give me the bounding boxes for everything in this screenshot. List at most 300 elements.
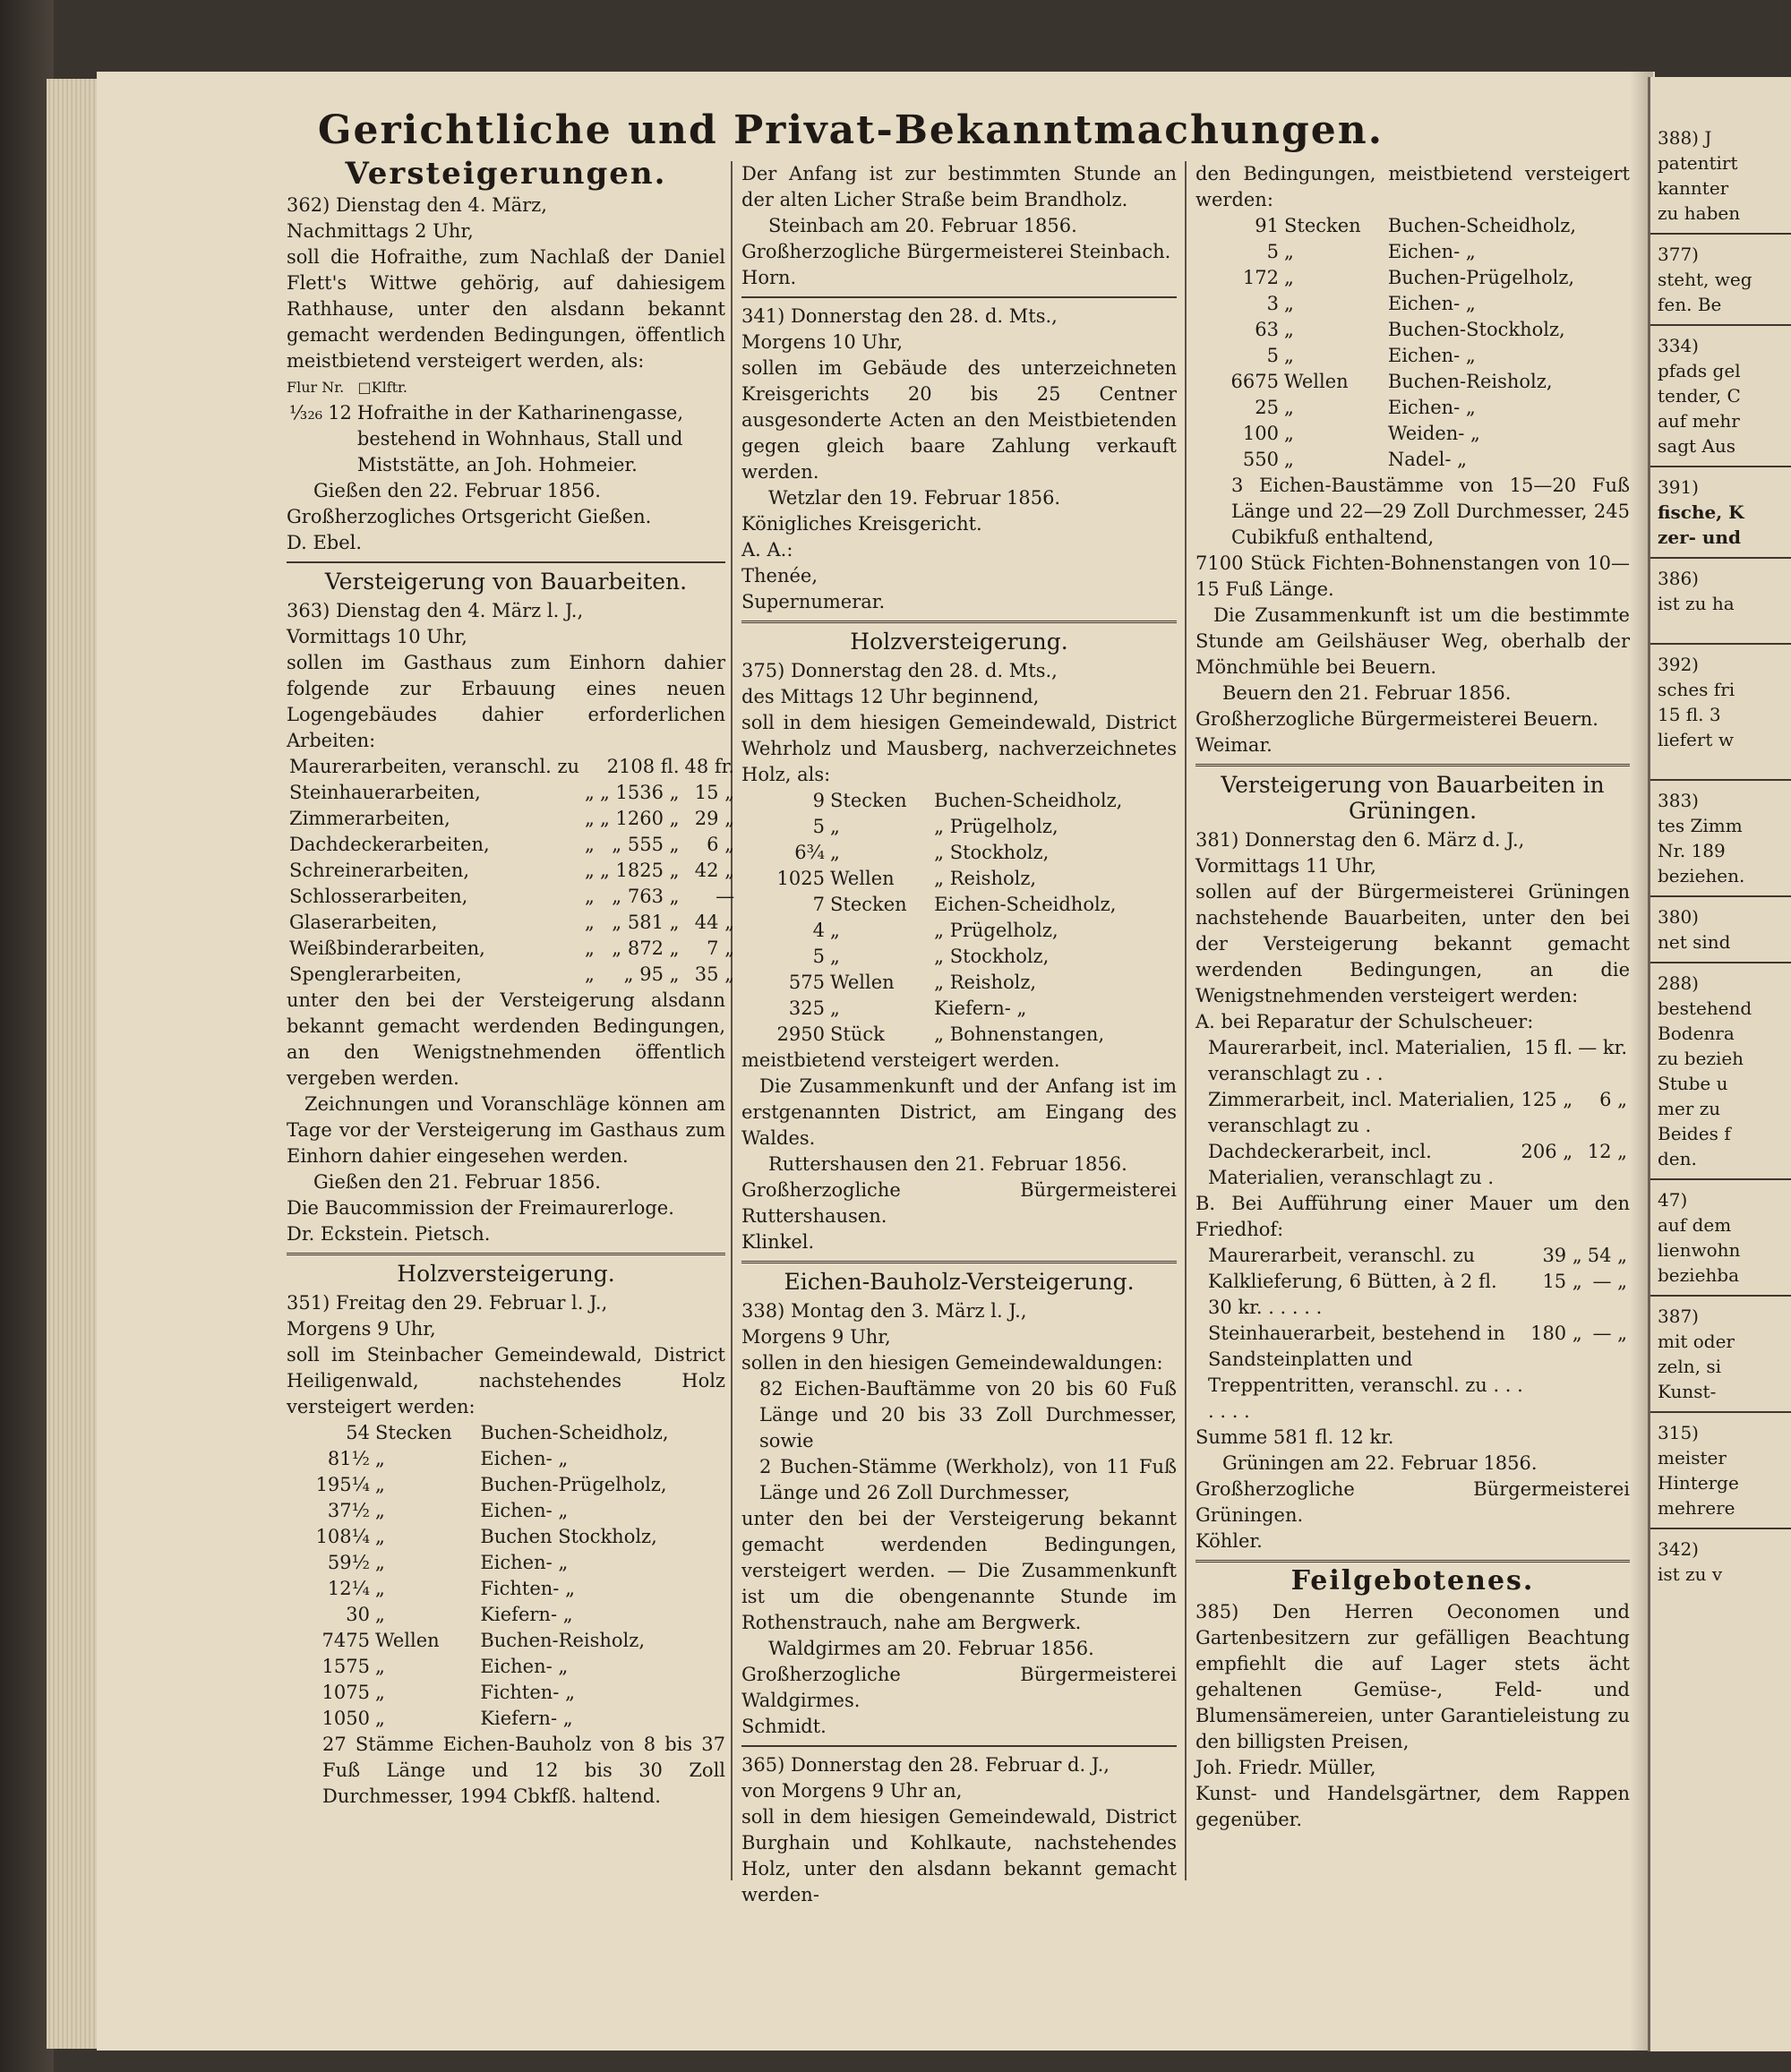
table-row (287, 1706, 725, 1732)
work-kr: 6 „ (707, 834, 735, 855)
wood-qty: 5 (812, 816, 825, 837)
next-page-line: 288) (1658, 972, 1699, 994)
column-1 (287, 156, 735, 1813)
ad-text-2: Die Zusammenkunft ist um die bestimmte Stunde am Geilshäuser Weg, oberhalb der Mönchmühle bei Beuern. (1195, 604, 1630, 678)
next-page-lines (1650, 77, 1791, 1587)
next-page-line: Bodenra (1658, 1023, 1735, 1044)
ad-signer: Horn. (741, 267, 797, 288)
wood-type: Kiefern- „ (480, 1708, 573, 1729)
ad-number: 341) (741, 305, 785, 327)
wood-unit: „ (830, 816, 840, 837)
ad-375 (741, 658, 1177, 1255)
table-row (1195, 421, 1630, 447)
ad-text-2: meistbietend versteigert werden. (741, 1049, 1060, 1071)
next-page-line: 334) (1658, 335, 1699, 356)
wood-qty: 195¼ (315, 1474, 370, 1495)
divider (1650, 779, 1791, 781)
ad-number: 375) (741, 660, 785, 681)
wood-qty: 1575 (321, 1656, 370, 1677)
table-row (741, 814, 1177, 840)
divider (1650, 1411, 1791, 1413)
next-page-line: 315) (1658, 1422, 1699, 1443)
wood-qty: 172 (1242, 267, 1279, 288)
work-kr: 12 „ (1587, 1141, 1627, 1162)
ad-number: 385) (1195, 1601, 1239, 1622)
ad-aa: A. A.: (741, 539, 793, 561)
col-head-flur: Flur Nr. (287, 379, 345, 396)
divider (741, 1745, 1177, 1747)
ad-date: Montag den 3. März l. J., (790, 1300, 1027, 1322)
wood-type: „ Bohnenstangen, (934, 1023, 1105, 1045)
table-row (287, 962, 737, 988)
item-number: 12 (328, 402, 352, 424)
table-row (1195, 1087, 1630, 1139)
work-name: Steinhauerarbeiten, (289, 782, 481, 803)
work-ditto: „ (585, 834, 595, 855)
ad-text: sollen in den hiesigen Gemeindewaldungen: (741, 1352, 1163, 1374)
ad-authority: Großherzogliche Bürgermeisterei Steinbach. (741, 241, 1171, 262)
wood-qty: 54 (346, 1422, 370, 1443)
ad-place-date: Gießen den 22. Februar 1856. (313, 480, 601, 501)
table-row (1195, 395, 1630, 421)
wood-unit: „ (1284, 449, 1294, 470)
wood-type: Buchen-Reisholz, (1387, 371, 1553, 392)
work-fl: 15 fl. (1524, 1037, 1573, 1058)
work-kr: — (716, 886, 735, 907)
wood-type: Eichen- „ (480, 1552, 569, 1573)
divider (1650, 962, 1791, 963)
work-name: Maurerarbeiten, veranschl. zu (289, 756, 580, 777)
wood-unit: Stecken (1284, 215, 1361, 236)
next-page-line: Beides f (1658, 1123, 1731, 1144)
wood-table (1195, 213, 1630, 473)
wood-qty: 1075 (321, 1682, 370, 1703)
ad-time: Morgens 10 Uhr, (741, 331, 904, 353)
table-row (741, 996, 1177, 1022)
next-page-line: auf dem (1658, 1214, 1732, 1236)
ad-time: Morgens 9 Uhr, (741, 1326, 891, 1348)
divider (287, 561, 725, 563)
col-head-klftr: □Klftr. (357, 379, 408, 396)
ad-number: 381) (1195, 829, 1239, 851)
ad-text: sollen auf der Bürgermeisterei Grüningen nachstehende Bauarbeiten, unter den bei der Versteigerung bekannt gemacht werdenden Bedingungen, an die Wenigstnehmenden versteigert werden: (1195, 881, 1630, 1006)
work-kr: — kr. (1578, 1037, 1627, 1058)
work-kr: 15 „ (694, 782, 735, 803)
wood-unit: „ (375, 1552, 385, 1573)
table-row (1195, 213, 1630, 239)
table-row (1195, 447, 1630, 473)
ad-date: Donnerstag den 6. März d. J., (1244, 829, 1525, 851)
next-page-line: fen. Be (1658, 294, 1722, 315)
wood-qty: 30 (346, 1604, 370, 1625)
section-title-versteigerungen: Versteigerungen. (345, 156, 667, 192)
work-fl: 39 „ (1542, 1245, 1582, 1266)
wood-unit: „ (1284, 423, 1294, 444)
ad-text: sollen im Gebäude des unterzeichneten Kreisgerichts 20 bis 25 Centner ausgesonderte Acten an den Meistbietenden gegen gleich baare Zahlung verkauft werden. (741, 357, 1177, 483)
work-kr: 7 „ (707, 938, 735, 959)
ad-text-3: Zeichnungen und Voranschläge können am Tage vor der Versteigerung im Gasthaus zum Einhorn dahier eingesehen werden. (287, 1093, 725, 1167)
column-rule-1 (731, 161, 733, 1880)
wood-type: Buchen-Scheidholz, (1387, 215, 1577, 236)
ad-381 (1195, 827, 1630, 1554)
table-row (287, 1446, 725, 1472)
table-row (287, 1420, 725, 1446)
ad-signer: Weimar. (1195, 734, 1273, 756)
table-row (287, 832, 737, 858)
work-kr: — „ (1592, 1323, 1627, 1344)
wood-unit: „ (1284, 267, 1294, 288)
wood-unit: „ (1284, 345, 1294, 366)
ad-text-3: Die Zusammenkunft und der Anfang ist im erstgenannten District, am Eingang des Waldes. (741, 1075, 1177, 1149)
work-ditto: „ (585, 963, 595, 985)
wood-qty: 4 (812, 920, 825, 941)
table-row (287, 1498, 725, 1524)
ad-signer: Köhler. (1195, 1530, 1263, 1552)
wood-type: Fichten- „ (480, 1682, 575, 1703)
work-kr: 35 „ (694, 963, 735, 985)
ad-date: Dienstag den 4. März, (335, 194, 547, 216)
table-row (1195, 1139, 1630, 1191)
table-row (287, 910, 737, 936)
next-page-line: bestehend (1658, 997, 1752, 1019)
wood-type: Buchen-Reisholz, (480, 1630, 645, 1651)
table-row (287, 1550, 725, 1576)
wood-unit: „ (375, 1474, 385, 1495)
ad-number: 363) (287, 600, 330, 621)
wood-table (287, 1420, 725, 1732)
next-page-line: 387) (1658, 1306, 1699, 1327)
ad-date: Donnerstag den 28. d. Mts., (790, 660, 1058, 681)
divider (1650, 557, 1791, 559)
table-row (287, 754, 737, 780)
next-page-line: sches fri (1658, 679, 1735, 700)
divider (741, 621, 1177, 623)
ad-time: Vormittags 11 Uhr, (1195, 855, 1376, 877)
ad-item-1: 82 Eichen-Bauftämme von 20 bis 60 Fuß Länge und 20 bis 33 Zoll Durchmesser, sowie (759, 1378, 1177, 1451)
ad-number: 365) (741, 1754, 785, 1776)
ad-authority: Großherzogliches Ortsgericht Gießen. (287, 506, 652, 527)
ad-time: Vormittags 10 Uhr, (287, 626, 467, 647)
wood-qty: 100 (1242, 423, 1279, 444)
ad-signer: Joh. Friedr. Müller, (1195, 1757, 1376, 1778)
table-row (1195, 317, 1630, 343)
ad-role: Kunst- und Handelsgärtner, dem Rappen gegenüber. (1195, 1783, 1630, 1830)
next-page-line: auf mehr (1658, 410, 1740, 432)
next-page-line: 377) (1658, 244, 1699, 265)
ad-item-2: 2 Buchen-Stämme (Werkholz), von 11 Fuß Länge und 26 Zoll Durchmesser, (759, 1456, 1177, 1503)
ad-date: Donnerstag den 28. d. Mts., (790, 305, 1058, 327)
wood-qty: 575 (788, 972, 825, 993)
table-row (741, 866, 1177, 892)
ad-place-date: Ruttershausen den 21. Februar 1856. (768, 1153, 1127, 1175)
wood-type: „ Prügelholz, (934, 920, 1058, 941)
work-name: Steinhauerarbeit, bestehend in Sandsteinplatten und Treppentritten, veranschl. zu . . . . . . . (1208, 1323, 1523, 1422)
ad-text: soll im Steinbacher Gemeindewald, District Heiligenwald, nachstehendes Holz versteigert werden: (287, 1344, 725, 1417)
table-row (741, 840, 1177, 866)
column-2 (741, 161, 1177, 1912)
wood-type: Kiefern- „ (480, 1604, 573, 1625)
cost-table-b (1195, 1243, 1630, 1425)
next-page-line: lienwohn (1658, 1239, 1741, 1261)
divider (741, 1261, 1177, 1263)
ad-authority: Großherzogliche Bürgermeisterei Waldgirmes. (741, 1664, 1177, 1711)
next-page-line: 392) (1658, 654, 1699, 675)
wood-type: Eichen- „ (1387, 293, 1476, 314)
divider (1195, 1560, 1630, 1563)
table-row (287, 780, 737, 806)
wood-qty: 6¾ (794, 842, 825, 863)
ad-authority: Großherzogliche Bürgermeisterei Ruttershausen. (741, 1179, 1177, 1227)
section-title-grueningen: Versteigerung von Bauarbeiten in Grüningen. (1221, 772, 1605, 824)
wood-unit: Stecken (830, 894, 907, 915)
next-page-line: Kunst- (1658, 1381, 1717, 1402)
table-row (741, 788, 1177, 814)
work-name: Zimmerarbeiten, (289, 808, 450, 829)
wood-type: Buchen-Prügelholz, (1387, 267, 1575, 288)
wood-qty: 12¼ (327, 1578, 370, 1599)
work-name: Glaserarbeiten, (289, 912, 438, 933)
ad-date: Donnerstag den 28. Februar d. J., (790, 1754, 1110, 1776)
next-page-edge (1648, 77, 1791, 2051)
next-page-line: Hinterge (1658, 1472, 1739, 1494)
work-cost-table (287, 754, 737, 988)
ad-351-continued (741, 161, 1177, 291)
wood-qty: 7 (812, 894, 825, 915)
wood-type: Eichen- „ (1387, 241, 1476, 262)
ad-365-continued (1195, 161, 1630, 758)
cost-sum: Summe 581 fl. 12 kr. (1195, 1426, 1394, 1448)
ad-text: sollen im Gasthaus zum Einhorn dahier folgende zur Erbauung eines neuen Logengebäudes dahier erforderlichen Arbeiten: (287, 652, 725, 751)
table-row (741, 944, 1177, 970)
work-kr: — „ (1592, 1271, 1627, 1292)
work-fl: „ 872 „ (612, 938, 680, 959)
work-kr: 42 „ (694, 860, 735, 881)
work-name: Weißbinderarbeiten, (289, 938, 485, 959)
wood-type: Buchen-Stockholz, (1387, 319, 1565, 340)
wood-type: „ Reisholz, (934, 868, 1037, 889)
next-page-line: beziehen. (1658, 865, 1745, 886)
ad-time: von Morgens 9 Uhr an, (741, 1780, 963, 1802)
wood-unit: Wellen (375, 1630, 440, 1651)
work-name: Spenglerarbeiten, (289, 963, 462, 985)
divider (1650, 895, 1791, 897)
divider (1195, 764, 1630, 766)
table-row (741, 892, 1177, 918)
wood-qty: 81½ (327, 1448, 370, 1469)
table-row (1195, 1321, 1630, 1425)
next-page-line: mer zu (1658, 1098, 1721, 1119)
work-fl: 206 „ (1521, 1141, 1573, 1162)
wood-qty: 63 (1255, 319, 1279, 340)
part-a-title: A. bei Reparatur der Schulscheuer: (1195, 1011, 1534, 1032)
wood-qty: 325 (788, 997, 825, 1019)
next-page-line: 383) (1658, 790, 1699, 811)
table-row (1195, 265, 1630, 291)
ad-number: 338) (741, 1300, 785, 1322)
wood-qty: 7475 (321, 1630, 370, 1651)
work-fl: „ 95 „ (623, 963, 680, 985)
work-name: Schlosserarbeiten, (289, 886, 468, 907)
cost-table-a (1195, 1035, 1630, 1191)
wood-type: Buchen-Prügelholz, (480, 1474, 667, 1495)
work-fl: „ 1260 „ (599, 808, 680, 829)
ad-signer: Thenée, (741, 565, 818, 586)
wood-qty: 91 (1255, 215, 1279, 236)
wood-unit: Stecken (375, 1422, 452, 1443)
table-row (287, 936, 737, 962)
work-fl: 15 „ (1542, 1271, 1582, 1292)
divider (1650, 643, 1791, 645)
wood-qty: 5 (1266, 345, 1279, 366)
next-page-line: net sind (1658, 931, 1731, 953)
next-page-line: tender, C (1658, 385, 1741, 407)
work-kr: 54 „ (1587, 1245, 1627, 1266)
next-page-line: patentirt (1658, 152, 1738, 174)
wood-unit: „ (830, 920, 840, 941)
wood-unit: „ (375, 1682, 385, 1703)
wood-unit: „ (375, 1578, 385, 1599)
work-fl: 125 „ (1521, 1089, 1573, 1110)
next-page-line: 386) (1658, 568, 1699, 589)
wood-unit: „ (830, 997, 840, 1019)
wood-type: Eichen- „ (480, 1500, 569, 1521)
ad-362 (287, 193, 725, 556)
work-ditto: „ (585, 782, 595, 803)
ad-date: Dienstag den 4. März l. J., (335, 600, 584, 621)
column-3 (1195, 161, 1630, 1837)
table-row (1195, 343, 1630, 369)
ad-number: 362) (287, 194, 330, 216)
section-title-feilgebotenes: Feilgebotenes. (1290, 1565, 1535, 1597)
ad-text-2: unter den bei der Versteigerung alsdann bekannt gemacht werdenden Bedingungen, an den Wenigstnehmenden öffentlich vergeben werden. (287, 989, 725, 1089)
ad-last-item: 27 Stämme Eichen-Bauholz von 8 bis 37 Fuß Länge und 12 bis 30 Zoll Durchmesser, 1994 Cbkfß. haltend. (322, 1734, 725, 1807)
work-ditto: „ (585, 938, 595, 959)
work-ditto: „ (585, 886, 595, 907)
next-page-line: Nr. 189 (1658, 840, 1726, 861)
next-page-line: beziehba (1658, 1264, 1740, 1286)
wood-unit: „ (375, 1708, 385, 1729)
column-rule-2 (1185, 161, 1187, 1880)
ad-text: Der Anfang ist zur bestimmten Stunde an der alten Licher Straße beim Brandholz. (741, 163, 1177, 210)
wood-qty: 550 (1242, 449, 1279, 470)
work-kr: 29 „ (694, 808, 735, 829)
wood-unit: „ (375, 1656, 385, 1677)
wood-type: „ Stockholz, (934, 946, 1050, 967)
ad-signer: D. Ebel. (287, 532, 363, 553)
work-name: Maurerarbeit, veranschl. zu (1208, 1245, 1476, 1266)
next-page-line: 380) (1658, 906, 1699, 928)
next-page-line: zeln, si (1658, 1356, 1722, 1377)
next-page-line: mehrere (1658, 1497, 1735, 1519)
wood-type: Eichen- „ (480, 1656, 569, 1677)
divider (1650, 233, 1791, 235)
wood-qty: 2950 (776, 1023, 825, 1045)
section-title-bauarbeiten: Versteigerung von Bauarbeiten. (324, 569, 688, 595)
next-page-line: 388) J (1658, 127, 1712, 149)
divider (1650, 1295, 1791, 1297)
next-page-line: fische, K (1658, 501, 1744, 523)
wood-unit: „ (1284, 293, 1294, 314)
wood-unit: „ (375, 1500, 385, 1521)
work-name: Dachdeckerarbeiten, (289, 834, 490, 855)
ad-text: soll die Hofraithe, zum Nachlaß der Daniel Flett's Wittwe gehörig, auf dahiesigem Rathhause, unter den alsdann bekannt gemacht werdenden Bedingungen, öffentlich meistbietend versteigert werden, als: (287, 246, 725, 372)
ad-date: Freitag den 29. Februar l. J., (335, 1292, 608, 1314)
wood-unit: „ (1284, 319, 1294, 340)
next-page-line: kannter (1658, 177, 1729, 199)
divider (1650, 1178, 1791, 1180)
ad-place-date: Grüningen am 22. Februar 1856. (1222, 1452, 1538, 1474)
work-name: Kalklieferung, 6 Bütten, à 2 fl. 30 kr. . . . . . (1208, 1271, 1497, 1318)
flur-value: ⅟₃₂₆ (289, 402, 323, 424)
wood-qty: 37½ (327, 1500, 370, 1521)
work-name: Zimmerarbeit, incl. Materialien, veranschlagt zu . (1208, 1089, 1515, 1136)
wood-unit: Wellen (1284, 371, 1349, 392)
next-page-line: 47) (1658, 1189, 1688, 1211)
ad-338 (741, 1298, 1177, 1740)
ad-number: 351) (287, 1292, 330, 1314)
next-page-line: zu haben (1658, 202, 1741, 224)
next-page-line: liefert w (1658, 729, 1734, 750)
ad-authority: Großherzogliche Bürgermeisterei Beuern. (1195, 708, 1598, 730)
work-ditto: „ (585, 912, 595, 933)
wood-unit: „ (1284, 241, 1294, 262)
ad-341 (741, 304, 1177, 615)
table-row (287, 1472, 725, 1498)
next-page-line: tes Zimm (1658, 815, 1743, 836)
wood-type: Buchen-Scheidholz, (934, 790, 1123, 811)
ad-authority: Königliches Kreisgericht. (741, 513, 982, 535)
ad-text: soll in dem hiesigen Gemeindewald, District Wehrholz und Mausberg, nachverzeichnetes Holz, als: (741, 712, 1177, 785)
wood-qty: 5 (1266, 241, 1279, 262)
ad-place-date: Gießen den 21. Februar 1856. (313, 1171, 601, 1193)
work-name: Maurerarbeit, incl. Materialien, veranschlagt zu . . (1208, 1037, 1512, 1084)
wood-unit: Stück (830, 1023, 885, 1045)
next-page-line: ist zu v (1658, 1563, 1723, 1585)
work-fl: „ 581 „ (612, 912, 680, 933)
next-page-line: zu bezieh (1658, 1048, 1744, 1069)
wood-type: Eichen- „ (1387, 345, 1476, 366)
wood-qty: 6675 (1230, 371, 1279, 392)
wood-type: Buchen-Scheidholz, (480, 1422, 669, 1443)
next-page-line: 342) (1658, 1538, 1699, 1560)
ad-item-b1: 3 Eichen-Baustämme von 15—20 Fuß Länge und 22—29 Zoll Durchmesser, 245 Cubikfuß enthaltend, (1231, 475, 1630, 548)
book-spine (0, 0, 54, 2072)
table-row (287, 1524, 725, 1550)
wood-type: Weiden- „ (1387, 423, 1480, 444)
wood-type: Eichen-Scheidholz, (934, 894, 1117, 915)
divider (741, 296, 1177, 298)
ad-351 (287, 1290, 725, 1810)
ad-365 (741, 1752, 1177, 1908)
ad-place-date: Wetzlar den 19. Februar 1856. (768, 487, 1061, 509)
table-row (287, 858, 737, 884)
ad-signer: Dr. Eckstein. Pietsch. (287, 1223, 491, 1245)
wood-type: „ Prügelholz, (934, 816, 1058, 837)
next-page-line: sagt Aus (1658, 435, 1735, 457)
next-page-line: steht, weg (1658, 269, 1752, 290)
work-fl: „ 555 „ (612, 834, 680, 855)
section-title-holzversteigerung-2: Holzversteigerung. (850, 629, 1068, 655)
work-kr: 48 fr. (684, 756, 735, 777)
wood-unit: „ (1284, 397, 1294, 418)
ad-authority: Großherzogliche Bürgermeisterei Grüningen. (1195, 1478, 1630, 1526)
table-row (1195, 369, 1630, 395)
wood-unit: „ (375, 1448, 385, 1469)
next-page-line: 391) (1658, 476, 1699, 498)
work-ditto: „ (585, 860, 595, 881)
divider (1650, 324, 1791, 326)
table-row (287, 884, 737, 910)
